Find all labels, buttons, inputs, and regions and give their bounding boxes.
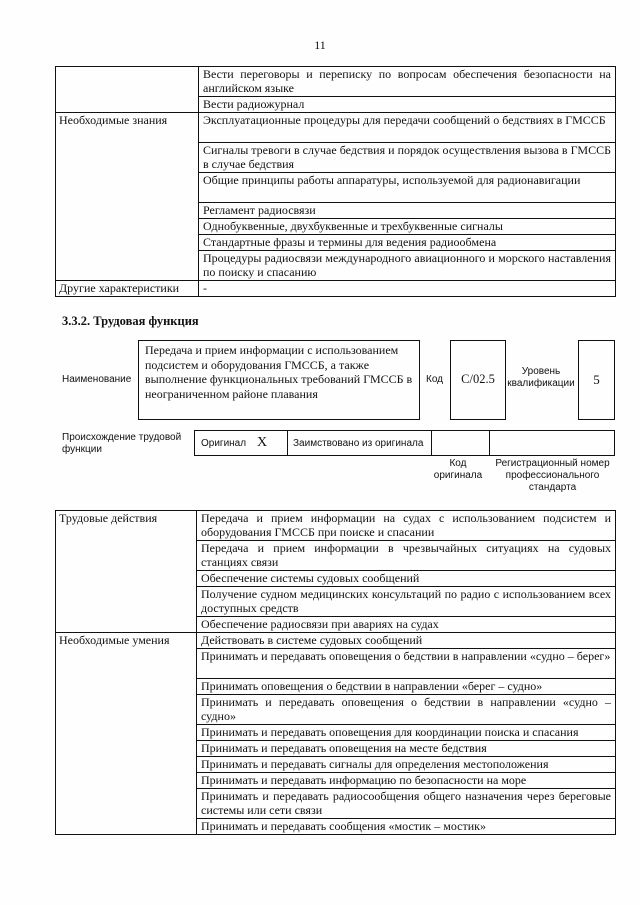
- table-cell: Принимать и передавать информацию по безопасности на море: [197, 773, 616, 789]
- reg-caption: Регистрационный номер профессионального стандарта: [495, 458, 610, 493]
- labor-actions-table: [55, 510, 616, 835]
- table-cell: Принимать и передавать оповещения о бедствии в направлении «судно – судно»: [197, 695, 616, 725]
- table-row-label: Необходимые умения: [56, 633, 197, 835]
- separator: [489, 431, 490, 455]
- table-cell: Принимать и передавать радиосообщения общего назначения через береговые системы или сети связи: [197, 789, 616, 819]
- name-label: Наименование: [62, 374, 132, 385]
- code-caption: Код оригинала: [433, 458, 483, 481]
- original-label: Оригинал: [201, 438, 247, 449]
- code-box: [450, 340, 506, 420]
- table-cell: Действовать в системе судовых сообщений: [197, 633, 616, 649]
- table-cell: -: [199, 281, 616, 297]
- table-cell: Принимать и передавать оповещения о бедствии в направлении «судно – берег»: [197, 649, 616, 679]
- table-cell: Общие принципы работы аппаратуры, используемой для радионавигации: [199, 173, 616, 203]
- section-title: 3.3.2. Трудовая функция: [62, 314, 199, 328]
- top-requirements-table: [55, 66, 616, 297]
- table-cell: Принимать и передавать оповещения для координации поиска и спасания: [197, 725, 616, 741]
- table-cell: Сигналы тревоги в случае бедствия и порядок осуществления вызова в ГМССБ в случае бедствия: [199, 143, 616, 173]
- table-cell: Передача и прием информации на судах с использованием подсистем и оборудования ГМССБ при поиске и спасании: [197, 511, 616, 541]
- table-cell: Стандартные фразы и термины для ведения радиообмена: [199, 235, 616, 251]
- table-cell: Получение судном медицинских консультаций по радио с использованием всех доступных средств: [197, 587, 616, 617]
- table-cell: Процедуры радиосвязи международного авиационного и морского наставления по поиску и спасанию: [199, 251, 616, 281]
- level-box: [578, 340, 615, 420]
- table-cell: Эксплуатационные процедуры для передачи сообщений о бедствиях в ГМССБ: [199, 113, 616, 143]
- origin-row: [194, 430, 615, 456]
- separator: [287, 431, 288, 455]
- page-number: 11: [314, 38, 326, 52]
- table-row-label: Трудовые действия: [56, 511, 197, 633]
- table-row-label: Другие характеристики: [56, 281, 199, 297]
- table-row-label: [56, 67, 199, 113]
- table-row-label: Необходимые знания: [56, 113, 199, 281]
- table-cell: Принимать и передавать сообщения «мостик – мостик»: [197, 819, 616, 835]
- original-mark: X: [257, 435, 268, 450]
- table-cell: Принимать и передавать оповещения на месте бедствия: [197, 741, 616, 757]
- table-cell: Вести радиожурнал: [199, 97, 616, 113]
- function-name: Передача и прием информации с использованием подсистем и оборудования ГМССБ, а также выполнение функциональных требований ГМССБ в неограниченном районе плавания: [145, 343, 413, 401]
- table-cell: Обеспечение системы судовых сообщений: [197, 571, 616, 587]
- table-cell: Обеспечение радиосвязи при авариях на судах: [197, 617, 616, 633]
- table-cell: Регламент радиосвязи: [199, 203, 616, 219]
- table-cell: Принимать оповещения о бедствии в направлении «берег – судно»: [197, 679, 616, 695]
- borrowed-label: Заимствовано из оригинала: [293, 438, 424, 449]
- origin-label: Происхождение трудовой функции: [62, 432, 182, 455]
- level-value: 5: [593, 372, 600, 387]
- separator: [431, 431, 432, 455]
- code-label: Код: [426, 374, 444, 385]
- code-value: С/02.5: [461, 372, 495, 386]
- table-cell: Однобуквенные, двухбуквенные и трехбуквенные сигналы: [199, 219, 616, 235]
- table-cell: Вести переговоры и переписку по вопросам обеспечения безопасности на английском языке: [199, 67, 616, 97]
- level-label: Уровень квалификации: [507, 366, 575, 389]
- table-cell: Передача и прием информации в чрезвычайных ситуациях на судовых станциях связи: [197, 541, 616, 571]
- function-name-box: [138, 340, 420, 420]
- table-cell: Принимать и передавать сигналы для определения местоположения: [197, 757, 616, 773]
